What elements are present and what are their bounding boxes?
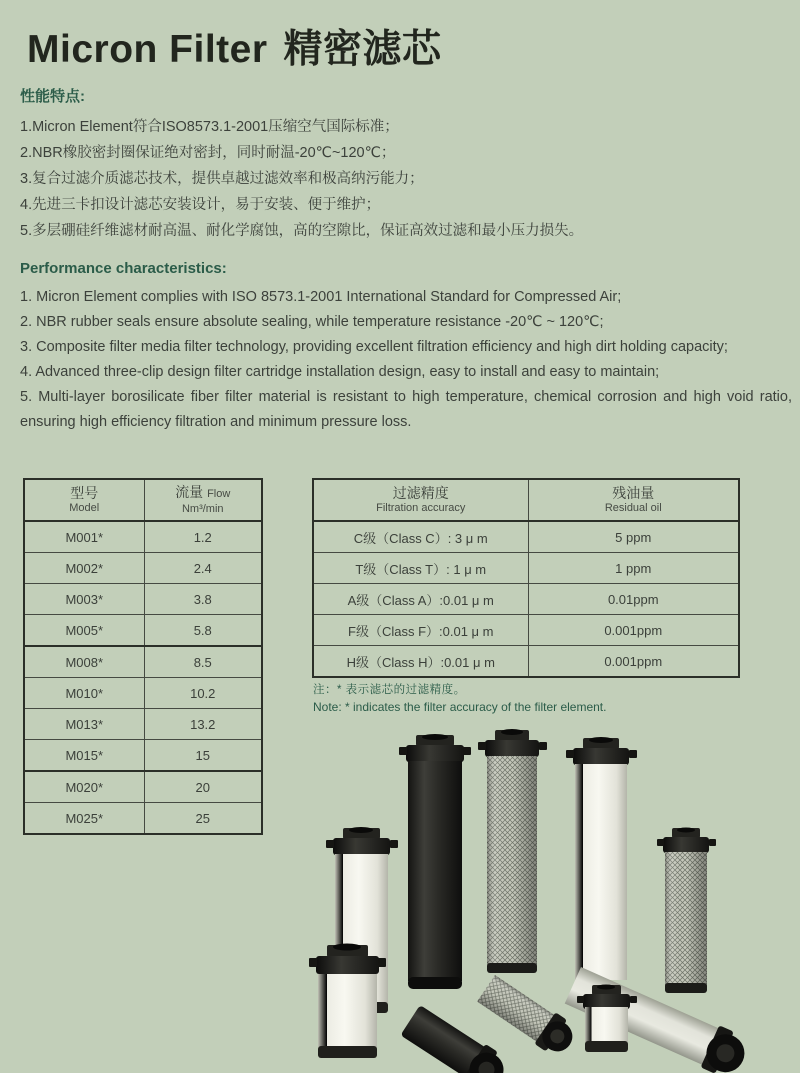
table-row [24, 615, 262, 647]
feature-zh-item: 3.复合过滤介质滤芯技术，提供卓越过滤效率和极高纳污能力； [20, 171, 424, 187]
model-cell: M005* [24, 615, 144, 647]
table-row [313, 615, 739, 646]
page-title-en: Micron Filter [27, 28, 268, 71]
features-section-en [20, 260, 792, 435]
page-title [27, 18, 442, 74]
table-row [24, 521, 262, 553]
filter-cartridge-white-short [309, 944, 386, 1059]
flow-cell: 13.2 [144, 709, 262, 740]
table-row [24, 709, 262, 740]
table-row [24, 646, 262, 678]
flow-cell: 10.2 [144, 678, 262, 709]
flow-cell: 1.2 [144, 521, 262, 553]
residual-cell: 1 ppm [528, 553, 739, 584]
flow-cell: 8.5 [144, 646, 262, 678]
table-row [24, 771, 262, 803]
filter-cartridge-mesh-tall [478, 729, 547, 973]
flow-cell: 25 [195, 810, 210, 826]
feature-zh-item: 5.多层硼硅纤维滤材耐高温、耐化学腐蚀，高的空隙比，保证高效过滤和最小压力损失。 [20, 223, 584, 239]
model-cell: M020* [24, 771, 144, 803]
table-row [24, 803, 262, 835]
filter-cartridge-white-small-right [577, 985, 637, 1053]
accuracy-cell: C级（Class C）: 3 μ m [313, 521, 528, 553]
table-row [24, 740, 262, 772]
model-column-header: 型号 Model [24, 479, 144, 521]
flow-rate-table [23, 478, 263, 835]
model-cell: M002* [24, 553, 144, 584]
model-cell: M013* [24, 709, 144, 740]
feature-en-item: 1. Micron Element complies with ISO 8573.1-2001 International Standard for Compressed Air; [20, 289, 622, 305]
flow-cell: 2.4 [144, 553, 262, 584]
table-row [313, 584, 739, 615]
footnote [313, 682, 606, 716]
flow-cell: 5.8 [144, 615, 262, 647]
accuracy-cell: T级（Class T）: 1 μ m [313, 553, 528, 584]
flow-cell: 15 [144, 740, 262, 772]
accuracy-cell: F级（Class F）:0.01 μ m [313, 615, 528, 646]
model-cell: M010* [24, 678, 144, 709]
residual-cell: 0.001ppm [604, 653, 663, 669]
flow-cell: 20 [144, 771, 262, 803]
residual-cell: 0.001ppm [528, 615, 739, 646]
filter-cartridge-mesh-right [657, 828, 716, 994]
model-cell: M008* [24, 646, 144, 678]
table-row [24, 584, 262, 615]
flow-cell: 3.8 [144, 584, 262, 615]
feature-zh-item: 4.先进三卡扣设计滤芯安装设计，易于安装、便于维护； [20, 197, 381, 213]
table-row [313, 521, 739, 553]
feature-zh-item: 2.NBR橡胶密封圈保证绝对密封，同时耐温-20℃~120℃； [20, 145, 396, 161]
filter-cartridge-mesh-lying [475, 973, 580, 1061]
table-row [24, 553, 262, 584]
footnote-zh: 注：* 表示滤芯的过滤精度。 [313, 684, 466, 696]
table-row [313, 553, 739, 584]
residual-cell: 5 ppm [528, 521, 739, 553]
page-title-zh: 精密滤芯 [283, 28, 442, 71]
feature-en-item: 2. NBR rubber seals ensure absolute sealing, while temperature resistance -20℃ ~ 120℃; [20, 314, 604, 330]
accuracy-column-header: 过滤精度 Filtration accuracy [313, 479, 528, 521]
accuracy-table-header-row [313, 479, 739, 521]
feature-zh-item: 1.Micron Element符合ISO8573.1-2001压缩空气国际标准； [20, 119, 399, 135]
model-cell: M015* [24, 740, 144, 772]
features-en-heading: Performance characteristics: [20, 260, 227, 277]
filter-cartridge-white-tall-right [566, 737, 637, 980]
residual-oil-column-header: 残油量 Residual oil [528, 479, 739, 521]
filtration-accuracy-table [312, 478, 740, 678]
flow-column-header: 流量 Flow Nm³/min [144, 479, 262, 521]
feature-en-item: 4. Advanced three-clip design filter cartridge installation design, easy to install and easy to maintain; [20, 364, 660, 380]
table-row [24, 678, 262, 709]
features-section-zh [20, 85, 780, 244]
model-cell: M001* [24, 521, 144, 553]
model-cell: M003* [24, 584, 144, 615]
feature-en-item: 3. Composite filter media filter technology, providing excellent filtration efficiency and high dirt holding capacity; [20, 339, 728, 355]
accuracy-cell: H级（Class H）:0.01 μ m [313, 646, 528, 678]
filter-cartridge-black-tall [399, 734, 471, 989]
residual-cell: 0.01ppm [528, 584, 739, 615]
flow-table-header-row [24, 479, 262, 521]
feature-en-item: 5. Multi-layer borosilicate fiber filter material is resistant to high temperature, chemical corrosion and high void ratio, ensuring high efficiency filtration and minimum pressure loss. [20, 389, 792, 430]
table-row [313, 646, 739, 678]
product-photo-filter-cartridges [300, 715, 800, 1073]
model-cell: M025* [24, 803, 144, 835]
accuracy-cell: A级（Class A）:0.01 μ m [313, 584, 528, 615]
footnote-en: Note: * indicates the filter accuracy of the filter element. [313, 700, 607, 714]
features-zh-heading: 性能特点: [20, 88, 85, 105]
